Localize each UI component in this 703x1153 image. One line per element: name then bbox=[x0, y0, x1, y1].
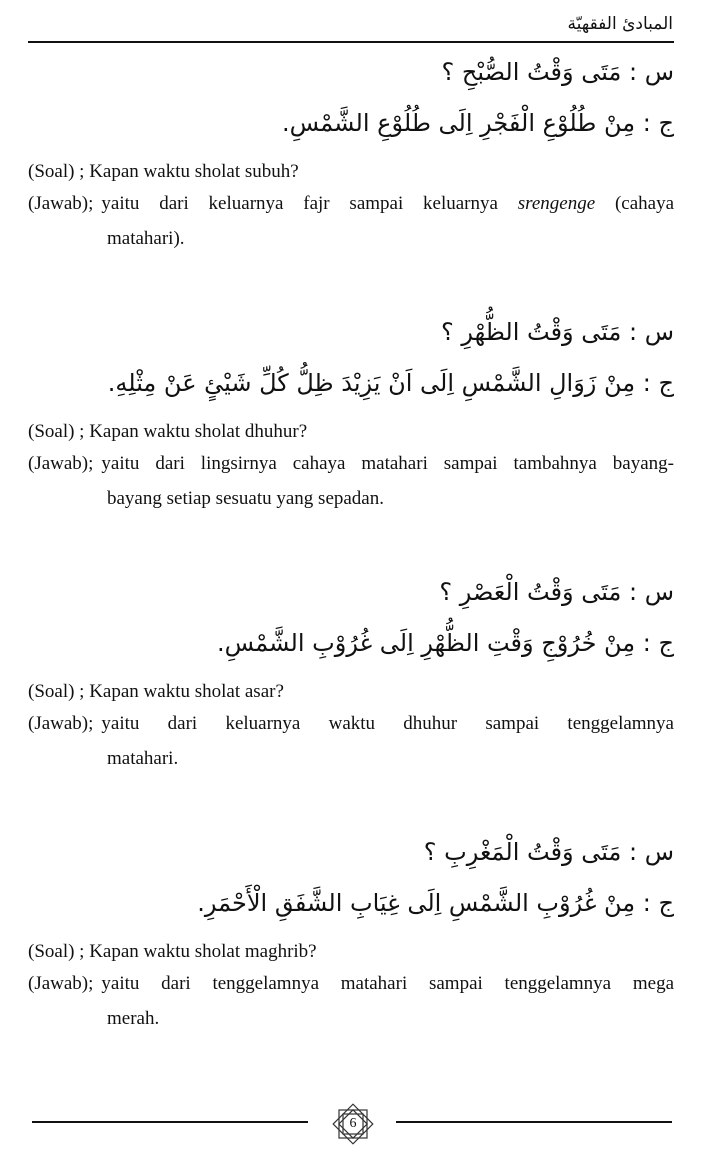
qa-block-dhuhur bbox=[28, 318, 674, 512]
arabic-question: س : مَتَى وَقْتُ الصُّبْحِ ؟ bbox=[441, 58, 674, 86]
jawab-line: yaitu dari lingsirnya cahaya matahari sampai tambahnya bayang- bbox=[101, 453, 674, 475]
arabic-answer: ج : مِنْ طُلُوْعِ الْفَجْرِ اِلَى طُلُوْعِ الشَّمْسِ. bbox=[282, 108, 674, 137]
running-header-title: المبادئ الفقهيّة bbox=[567, 14, 673, 34]
arabic-answer: ج : مِنْ غُرُوْبِ الشَّمْسِ اِلَى غِيَابِ الشَّفَقِ الْأَحْمَرِ. bbox=[197, 888, 674, 917]
footer-rule-right bbox=[396, 1121, 672, 1123]
footer-rule-left bbox=[32, 1121, 308, 1123]
jawab-label: (Jawab); bbox=[28, 713, 94, 735]
soal-line: (Soal) ; Kapan waktu sholat maghrib? bbox=[28, 940, 317, 962]
jawab-paragraph bbox=[28, 712, 674, 771]
jawab-paragraph bbox=[28, 452, 674, 511]
jawab-text-part: (cahaya bbox=[595, 193, 674, 215]
arabic-answer: ج : مِنْ خُرُوْجِ وَقْتِ الظُّهْرِ اِلَى غُرُوْبِ الشَّمْسِ. bbox=[217, 628, 674, 657]
soal-line: (Soal) ; Kapan waktu sholat asar? bbox=[28, 680, 284, 702]
jawab-label: (Jawab); bbox=[28, 973, 94, 995]
arabic-question: س : مَتَى وَقْتُ الظُّهْرِ ؟ bbox=[441, 318, 674, 346]
qa-block-subuh bbox=[28, 58, 674, 252]
arabic-question: س : مَتَى وَقْتُ الْمَغْرِبِ ؟ bbox=[423, 838, 674, 866]
jawab-paragraph bbox=[28, 192, 674, 251]
arabic-answer: ج : مِنْ زَوَالِ الشَّمْسِ اِلَى اَنْ يَزِيْدَ ظِلُّ كُلِّ شَيْئٍ عَنْ مِثْلِهِ. bbox=[107, 368, 674, 397]
jawab-line: yaitu dari keluarnya waktu dhuhur sampai tenggelamnya bbox=[101, 713, 674, 735]
jawab-continuation: bayang setiap sesuatu yang sepadan. bbox=[107, 487, 384, 509]
jawab-continuation: matahari). bbox=[107, 227, 185, 249]
jawab-text-part: yaitu dari keluarnya fajr sampai keluarnya bbox=[101, 193, 518, 215]
page-number: 6 bbox=[349, 1116, 357, 1131]
soal-line: (Soal) ; Kapan waktu sholat subuh? bbox=[28, 160, 299, 182]
arabic-question: س : مَتَى وَقْتُ الْعَصْرِ ؟ bbox=[439, 578, 674, 606]
jawab-label: (Jawab); bbox=[28, 193, 94, 215]
jawab-continuation: matahari. bbox=[107, 747, 179, 769]
jawab-label: (Jawab); bbox=[28, 453, 94, 475]
soal-line: (Soal) ; Kapan waktu sholat dhuhur? bbox=[28, 420, 308, 442]
qa-block-asar bbox=[28, 578, 674, 772]
jawab-emphasis: srengenge bbox=[517, 193, 596, 215]
jawab-line: yaitu dari tenggelamnya matahari sampai tenggelamnya mega bbox=[101, 973, 674, 995]
qa-block-maghrib bbox=[28, 838, 674, 1032]
jawab-line bbox=[93, 192, 674, 217]
jawab-paragraph bbox=[28, 972, 674, 1031]
header-rule bbox=[28, 41, 674, 43]
jawab-continuation: merah. bbox=[107, 1007, 160, 1029]
